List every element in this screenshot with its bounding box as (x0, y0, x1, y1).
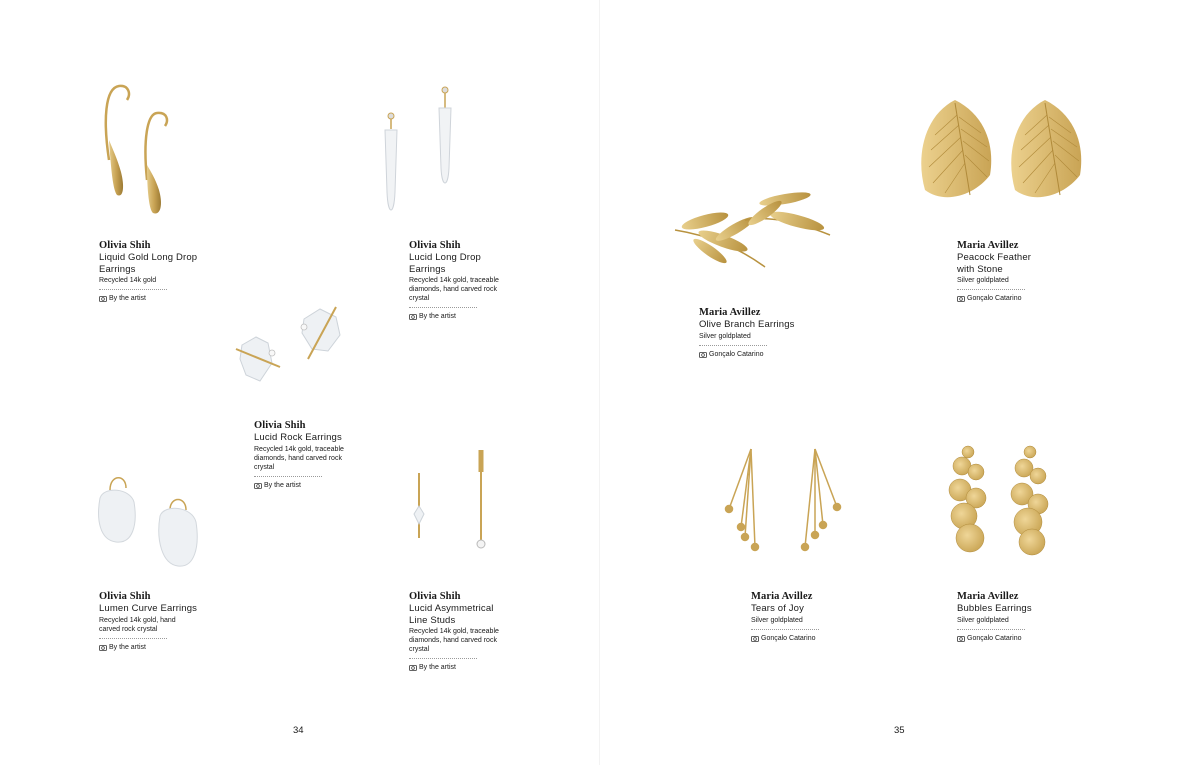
bubbles-earrings-image (940, 442, 1060, 557)
olive-branch-earrings-image (665, 185, 835, 280)
page-number-left: 34 (293, 725, 304, 736)
piece-material: Recycled 14k gold, traceable diamonds, hand carved rock crystal (254, 445, 344, 471)
photo-credit-text: By the artist (419, 313, 456, 320)
lucid-long-drop-earrings-image (375, 82, 465, 222)
caption-bubbles (957, 591, 1065, 643)
lucid-rock-earrings-image (232, 305, 347, 395)
camera-icon (699, 351, 707, 358)
artist-name: Olivia Shih (409, 240, 461, 251)
caption-peacock-feather (957, 240, 1065, 303)
piece-title: Lumen Curve Earrings (99, 603, 198, 614)
photo-credit (751, 634, 859, 643)
camera-icon (409, 664, 417, 671)
dotted-divider (957, 289, 1025, 290)
photo-credit-text: Gonçalo Catarino (967, 634, 1022, 642)
dotted-divider (751, 629, 819, 630)
photo-credit (254, 481, 362, 490)
camera-icon (99, 644, 107, 651)
spread-gutter (599, 0, 600, 765)
dotted-divider (699, 345, 767, 346)
photo-credit-text: By the artist (264, 481, 301, 489)
dotted-divider (409, 307, 477, 308)
camera-icon (957, 295, 965, 302)
artist-name: Olivia Shih (99, 240, 151, 251)
caption-lucid-long-drop (409, 240, 517, 321)
piece-title: Peacock Feather with Stone (957, 252, 1032, 275)
photo-credit (99, 294, 207, 303)
caption-tears-of-joy (751, 591, 859, 643)
caption-lucid-rock (254, 420, 362, 490)
piece-material: Recycled 14k gold, hand carved rock crystal (99, 616, 176, 633)
piece-material: Recycled 14k gold (99, 277, 157, 284)
artist-name: Maria Avillez (957, 591, 1019, 602)
photo-credit (99, 643, 207, 652)
artist-name: Olivia Shih (99, 591, 151, 602)
caption-lumen-curve (99, 591, 207, 652)
artist-name: Maria Avillez (751, 591, 813, 602)
photo-credit-text: Gonçalo Catarino (761, 634, 816, 642)
camera-icon (957, 635, 965, 642)
camera-icon (254, 482, 262, 489)
dotted-divider (254, 476, 322, 477)
piece-material: Recycled 14k gold, traceable diamonds, hand carved rock crystal (409, 277, 499, 302)
photo-credit (699, 350, 819, 359)
lumen-curve-earrings-image (92, 470, 202, 570)
page-number-right: 35 (894, 725, 905, 736)
liquid-gold-drop-earrings-image (95, 80, 185, 220)
artist-name: Olivia Shih (409, 591, 461, 602)
piece-material: Silver goldplated (699, 332, 751, 340)
dotted-divider (99, 638, 167, 639)
photo-credit-text: Gonçalo Catarino (967, 295, 1022, 302)
photo-credit-text: By the artist (109, 643, 146, 651)
photo-credit (957, 294, 1065, 303)
piece-material: Silver goldplated (751, 616, 803, 624)
piece-material: Silver goldplated (957, 277, 1009, 284)
piece-title: Olive Branch Earrings (699, 319, 795, 330)
camera-icon (751, 635, 759, 642)
dotted-divider (957, 629, 1025, 630)
piece-title: Lucid Rock Earrings (254, 432, 342, 443)
piece-material: Silver goldplated (957, 616, 1009, 624)
piece-title: Bubbles Earrings (957, 603, 1032, 614)
peacock-feather-earrings-image (915, 95, 1085, 205)
camera-icon (409, 313, 417, 320)
artist-name: Olivia Shih (254, 420, 306, 431)
piece-title: Tears of Joy (751, 603, 805, 614)
photo-credit (409, 312, 517, 321)
photo-credit-text: By the artist (419, 664, 456, 671)
piece-title: Liquid Gold Long Drop Earrings (99, 252, 198, 275)
dotted-divider (99, 289, 167, 290)
photo-credit-text: Gonçalo Catarino (709, 350, 764, 358)
lucid-asymmetrical-line-studs-image (405, 448, 495, 558)
camera-icon (99, 295, 107, 302)
caption-lucid-asymmetrical (409, 591, 517, 672)
dotted-divider (409, 658, 477, 659)
photo-credit (409, 663, 517, 672)
caption-olive-branch (699, 307, 819, 359)
piece-material: Recycled 14k gold, traceable diamonds, hand carved rock crystal (409, 628, 499, 653)
caption-liquid-gold-long-drop (99, 240, 207, 303)
piece-title: Lucid Asymmetrical Line Studs (409, 603, 494, 626)
artist-name: Maria Avillez (699, 307, 761, 318)
tears-of-joy-earrings-image (715, 445, 845, 560)
artist-name: Maria Avillez (957, 240, 1019, 251)
photo-credit (957, 634, 1065, 643)
piece-title: Lucid Long Drop Earrings (409, 252, 481, 275)
photo-credit-text: By the artist (109, 295, 146, 302)
